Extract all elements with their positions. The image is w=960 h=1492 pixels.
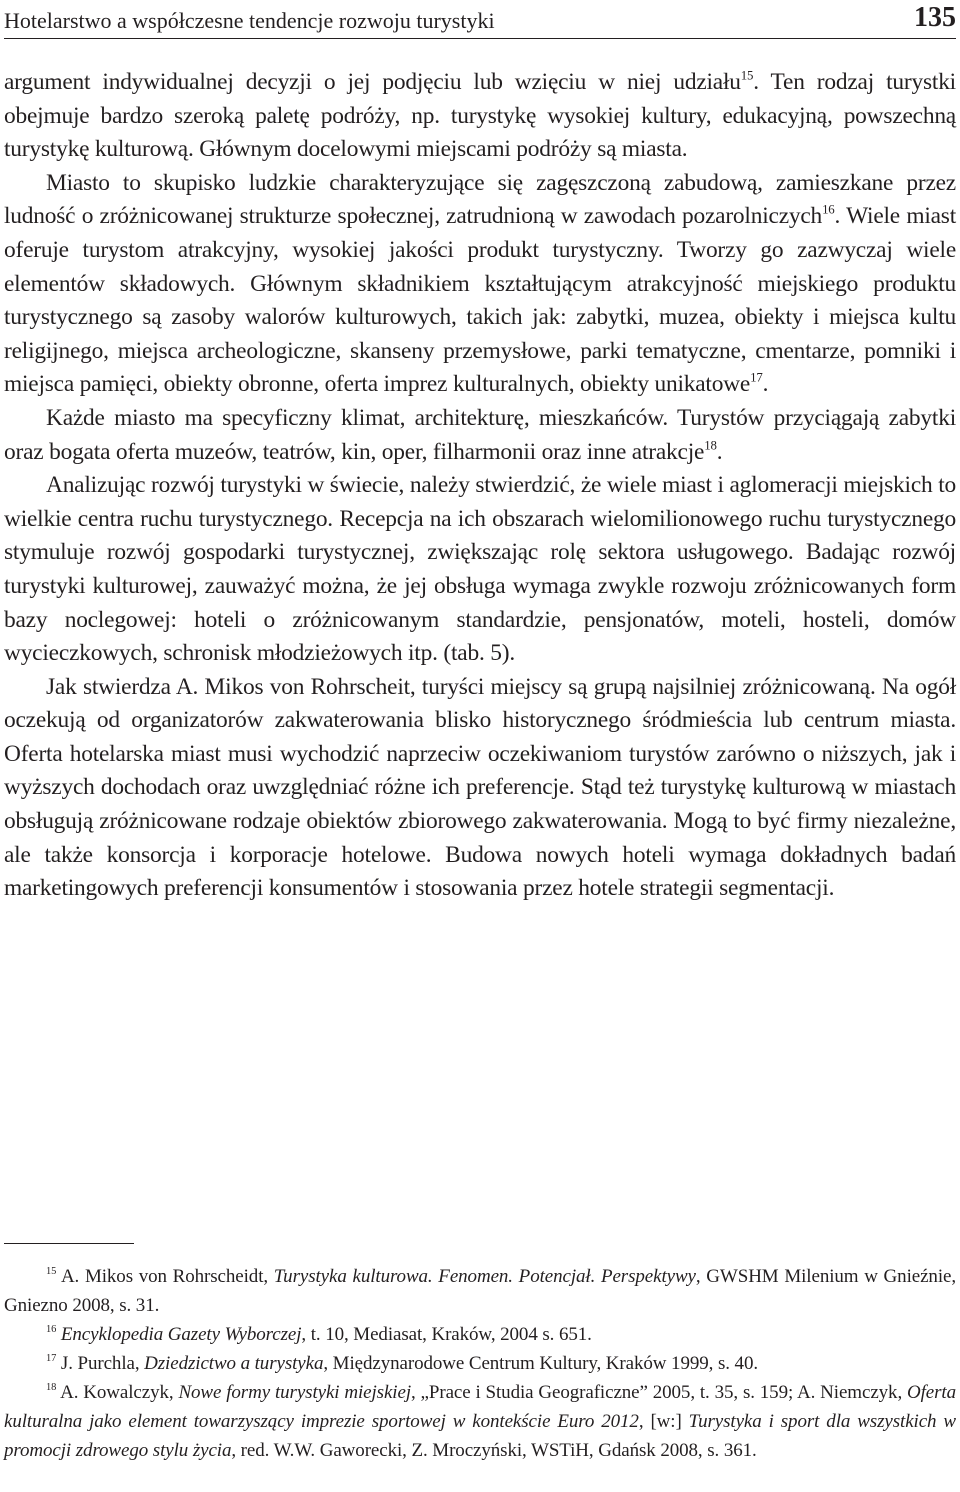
paragraph-2 [4, 167, 956, 402]
text-run: , GWSHM Milenium w Gnieźnie, Gniezno 2008, s. 31. [4, 1266, 956, 1316]
page-number: 135 [914, 2, 956, 33]
body-text [4, 66, 956, 906]
text-run: . [716, 438, 723, 465]
running-header [4, 2, 956, 39]
text-run: . Wiele miast oferuje turystom atrakcyjny, wysokiej jakości produkt turystyczny. Tworzy go zazwyczaj wiele elementów składowych. Głównym składnikiem kształtującym atrakcyjność miejskiego produktu turystycznego są zasoby walorów kulturowych, takich jak: zabytki, muzea, obiekty i miejsca kultu religijnego, miejsca archeologiczne, skanseny przemysłowe, parki tematyczne, cmentarze, pomniki i miejsca pamięci, obiekty obronne, oferta imprez kulturalnych, obiekty unikatowe [4, 203, 956, 398]
footnote-18 [4, 1378, 956, 1465]
footnote-ref-18: 18 [704, 437, 717, 452]
footnotes [4, 1262, 956, 1465]
citation-title: Encyklopedia Gazety Wyborczej [60, 1324, 302, 1345]
text-run: Analizując rozwój turystyki w świecie, należy stwierdzić, że wiele miast i aglomeracji miejskich to wielkie centra ruchu turystycznego. Recepcja na ich obszarach wielomilionowego ruchu turystycznego stymuluje rozwój gospodarki turystycznej, zwiększając rolę sektora usługowego. Badając rozwój turystyki kulturowej, zauważyć można, że jej obsługa wymaga zwykle rozwoju zróżnicowanych form bazy noclegowej: hoteli o zróżnicowanym standardzie, pensjonatów, moteli, hosteli, domów wycieczkowych, schronisk młodzieżowych itp. (tab. 5). [4, 472, 956, 667]
text-run: , [w:] [638, 1411, 689, 1432]
citation-title: Dziedzictwo a turystyka [144, 1353, 324, 1374]
footnote-separator [4, 1243, 134, 1244]
citation-title: Turystyka i sport dla wszystkich w promocji zdrowego stylu życia [4, 1411, 956, 1461]
text-run: , Międzynarodowe Centrum Kultury, Kraków 1999, s. 40. [323, 1353, 758, 1374]
paragraph-4 [4, 469, 956, 671]
text-run: , red. W.W. Gaworecki, Z. Mroczyński, WSTiH, Gdańsk 2008, s. 361. [231, 1440, 757, 1461]
footnote-16 [4, 1320, 956, 1349]
text-run: Miasto to skupisko ludzkie charakteryzujące się zagęszczoną zabudową, zamieszkane przez ludność o zróżnicowanej strukturze społecznej, zatrudnioną w zawodach pozarolniczych [4, 169, 956, 230]
citation-title: Turystyka kulturowa. Fenomen. Potencjał. Perspektywy [273, 1266, 696, 1287]
text-run: . [762, 371, 769, 398]
citation-title: Nowe formy turystyki miejskiej [178, 1382, 411, 1403]
footnote-ref-17: 17 [750, 370, 763, 385]
running-title: Hotelarstwo a współczesne tendencje rozwoju turystyki [4, 8, 495, 33]
text-run: , t. 10, Mediasat, Kraków, 2004 s. 651. [301, 1324, 592, 1345]
footnote-number: 18 [46, 1382, 57, 1394]
text-run: , „Prace i Studia Geograficzne” 2005, t. 35, s. 159; A. Niemczyk, [411, 1382, 907, 1403]
text-run: J. Purchla, [60, 1353, 145, 1374]
text-run: argument indywidualnej decyzji o jej podjęciu lub wzięciu w niej udziału [4, 69, 741, 95]
paragraph-5 [4, 671, 956, 906]
paragraph-1 [4, 66, 956, 167]
text-run: A. Kowalczyk, [60, 1382, 179, 1403]
footnote-number: 15 [46, 1266, 57, 1278]
text-run: Jak stwierdza A. Mikos von Rohrscheit, turyści miejscy są grupą najsilniej zróżnicowaną. Na ogół oczekują od organizatorów zakwaterowania blisko historycznego śródmieścia lub centrum miasta. Oferta hotelarska miast musi wychodzić naprzeciw oczekiwaniom turystów zarówno o niższych, jak i wyższych dochodach oraz uwzględniać różne ich preferencje. Stąd też turystykę kulturową w miastach obsługują zróżnicowane rodzaje obiektów zbiorowego zakwaterowania. Mogą to być firmy niezależne, ale także konsorcja i korporacje hotelowe. Budowa nowych hoteli wymaga dokładnych badań marketingowych preferencji konsumentów i stosowania przez hotele strategii segmentacji. [4, 673, 956, 902]
text-run: Każde miasto ma specyficzny klimat, architekturę, mieszkańców. Turystów przyciągają zabytki oraz bogata oferta muzeów, teatrów, kin, oper, filharmonii oraz inne atrakcje [4, 404, 956, 465]
citation-title: Oferta kulturalna jako element towarzyszący imprezie sportowej w kontekście Euro 2012 [4, 1382, 957, 1432]
footnote-17 [4, 1349, 956, 1378]
footnote-number: 16 [46, 1324, 57, 1336]
footnote-ref-15: 15 [740, 68, 754, 83]
footnote-ref-16: 16 [822, 202, 835, 217]
text-run: A. Mikos von Rohrscheidt, [60, 1266, 274, 1287]
paragraph-3 [4, 402, 956, 469]
text-run: . Ten rodzaj turystki obejmuje bardzo szeroką paletę podróży, np. turystykę wysokiej kultury, edukacyjną, powszechną turystykę kulturową. Głównym docelowymi miejscami podróży są miasta. [4, 69, 956, 163]
footnote-number: 17 [46, 1353, 57, 1365]
footnote-15 [4, 1262, 956, 1320]
